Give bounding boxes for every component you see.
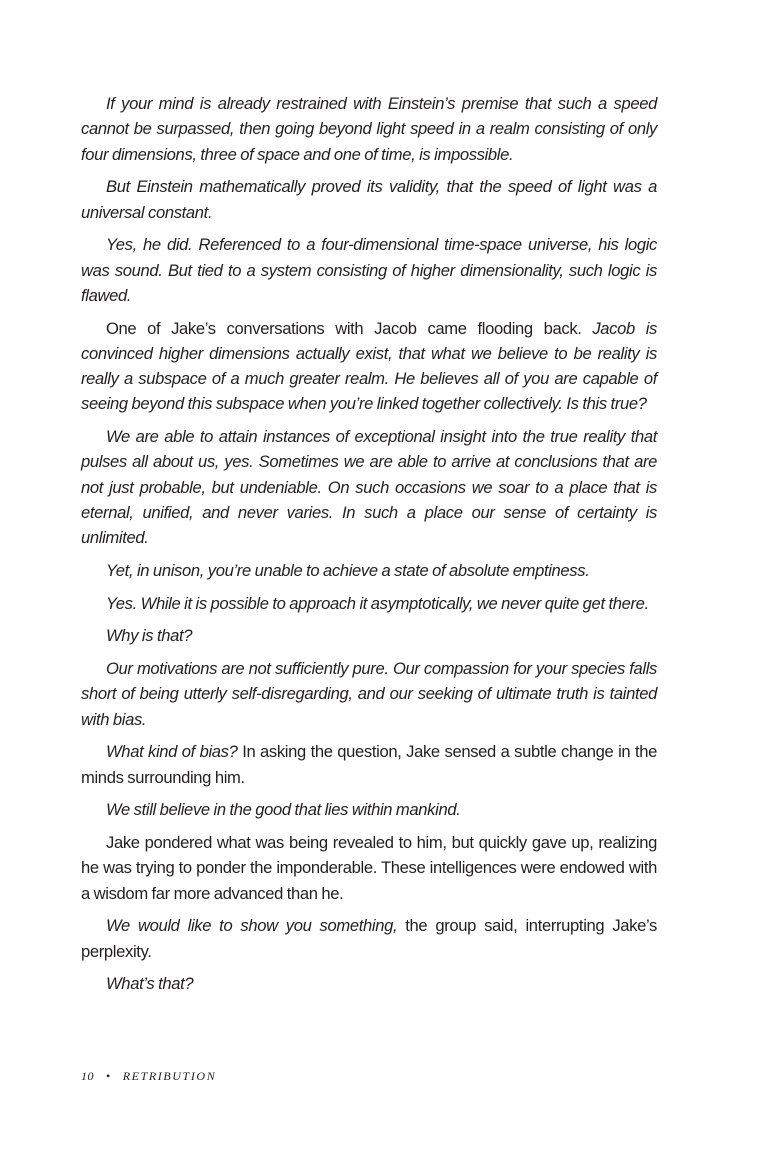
- paragraph-10: [81, 739, 657, 790]
- paragraph-6: [81, 558, 657, 583]
- page-footer: [81, 1069, 216, 1084]
- paragraph-13-narration-text: the group said, interrupting Jake’s perplexity.: [81, 916, 657, 961]
- paragraph-10-italic-text: What kind of bias?: [106, 742, 238, 762]
- footer-separator-bullet: •: [106, 1069, 111, 1083]
- paragraph-8: [81, 623, 657, 648]
- paragraph-9: [81, 656, 657, 732]
- paragraph-9-italic-text: Our motivations are not sufficiently pure. Our compassion for your species falls short of being utterly self-disregarding, and our seeking of ultimate truth is tainted with bias.: [81, 659, 657, 729]
- paragraph-3: [81, 232, 657, 308]
- page-number: 10: [81, 1069, 94, 1083]
- paragraph-13-italic-text: We would like to show you something,: [106, 916, 398, 936]
- paragraph-10-narration-text: In asking the question, Jake sensed a subtle change in the minds surrounding him.: [81, 742, 657, 787]
- paragraph-7: [81, 591, 657, 616]
- paragraph-2-italic-text: But Einstein mathematically proved its validity, that the speed of light was a universal constant.: [81, 177, 657, 222]
- paragraph-6-italic-text: Yet, in unison, you’re unable to achieve a state of absolute emptiness.: [106, 561, 590, 580]
- paragraph-2: [81, 174, 657, 225]
- paragraph-7-italic-text: Yes. While it is possible to approach it asymptotically, we never quite get there.: [106, 593, 649, 613]
- paragraph-13: [81, 913, 657, 964]
- paragraph-3-italic-text: Yes, he did. Referenced to a four-dimensional time-space universe, his logic was sound. But tied to a system consisting of higher dimensionality, such logic is flawed.: [81, 235, 657, 305]
- paragraph-5: [81, 424, 657, 550]
- paragraph-11: [81, 797, 657, 822]
- running-book-title: RETRIBUTION: [122, 1069, 217, 1083]
- paragraph-1: [81, 91, 657, 167]
- paragraph-4-narration-text: One of Jake’s conversations with Jacob came flooding back.: [106, 318, 593, 338]
- paragraph-8-italic-text: Why is that?: [106, 626, 193, 646]
- paragraph-4: [81, 316, 657, 417]
- paragraph-12: [81, 830, 657, 906]
- book-page-body: [81, 91, 657, 1004]
- paragraph-5-italic-text: We are able to attain instances of exceptional insight into the true reality that pulses all about us, yes. Sometimes we are able to arrive at conclusions that are not just probable, but undeniable. On such occasions we soar to a place that is eternal, unified, and never varies. In such a place our sense of certainty is unlimited.: [81, 427, 657, 548]
- paragraph-4-italic-text: Jacob is convinced higher dimensions actually exist, that what we believe to be reality is really a subspace of a much greater realm. He believes all of you are capable of seeing beyond this subspace when you’re linked together collectively. Is this true?: [81, 318, 657, 414]
- paragraph-1-italic-text: If your mind is already restrained with Einstein’s premise that such a speed cannot be surpassed, then going beyond light speed in a realm consisting of only four dimensions, three of space and one of time, is impossible.: [81, 94, 657, 164]
- paragraph-11-italic-text: We still believe in the good that lies within mankind.: [106, 800, 461, 820]
- paragraph-14: [81, 971, 657, 996]
- paragraph-12-narration-text: Jake pondered what was being revealed to him, but quickly gave up, realizing he was trying to ponder the imponderable. These intelligences were endowed with a wisdom far more advanced than he.: [81, 833, 657, 903]
- paragraph-14-italic-text: What’s that?: [106, 974, 194, 994]
